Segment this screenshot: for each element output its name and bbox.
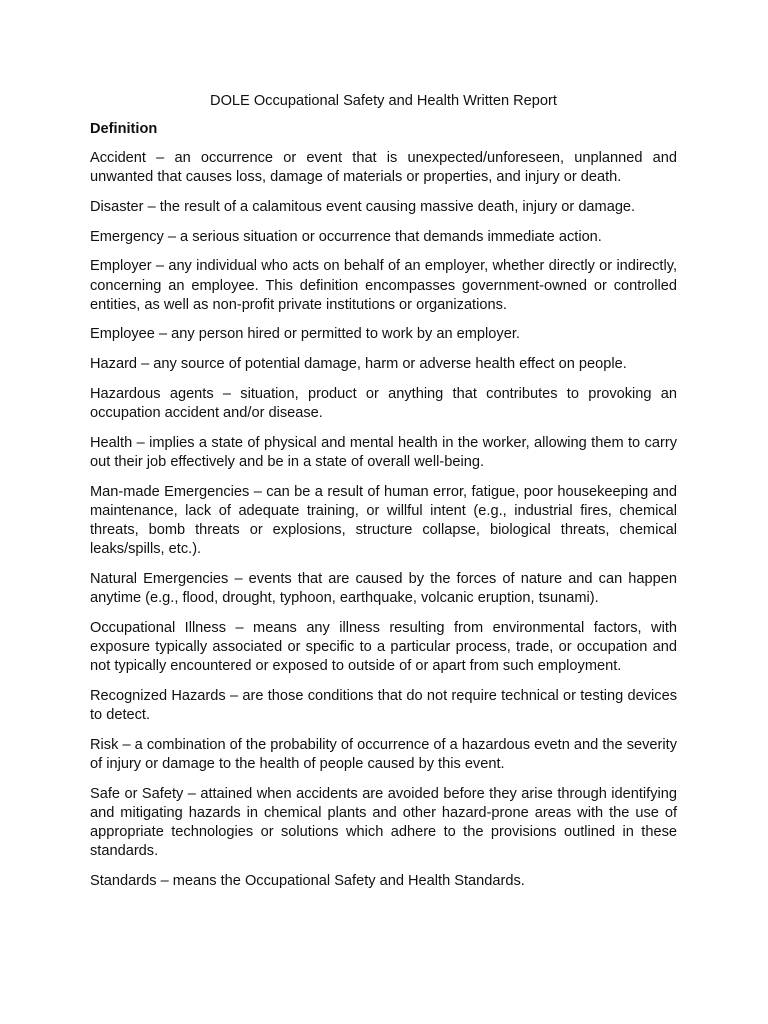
definition-natural-emergencies: Natural Emergencies – events that are caused by the forces of nature and can happen anytime (e.g., flood, drought, typhoon, earthquake, volcanic eruption, tsunami). [90, 570, 677, 607]
definition-recognized-hazards: Recognized Hazards – are those conditions that do not require technical or testing devices to detect. [90, 687, 677, 724]
definition-accident: Accident – an occurrence or event that is unexpected/unforeseen, unplanned and unwanted that causes loss, damage of materials or properties, and injury or death. [90, 150, 677, 186]
definition-disaster: Disaster – the result of a calamitous event causing massive death, injury or damage. [90, 198, 636, 215]
definition-hazardous-agents: Hazardous agents – situation, product or anything that contributes to provoking an occupation accident and/or disease. [90, 385, 677, 422]
definition-employer: Employer – any individual who acts on behalf of an employer, whether directly or indirectly, concerning an employee. This definition encompasses government-owned or controlled entities, as well as non-profit private institutions or organizations. [90, 258, 677, 313]
document-page [90, 92, 677, 902]
definition-occupational-illness: Occupational Illness – means any illness resulting from environmental factors, with exposure typically associated or specific to a particular process, trade, or occupation and not typically encountered or exposed to outside of or apart from such employment. [90, 619, 677, 675]
definition-hazard: Hazard – any source of potential damage, harm or adverse health effect on people. [90, 356, 627, 373]
definition-standards: Standards – means the Occupational Safety and Health Standards. [90, 873, 525, 890]
definition-health: Health – implies a state of physical and mental health in the worker, allowing them to carry out their job effectively and be in a state of overall well-being. [90, 434, 677, 470]
definition-safety: Safe or Safety – attained when accidents are avoided before they arise through identifying and mitigating hazards in chemical plants and other hazard-prone areas with the use of appropriate technologies or solutions which adhere to the provisions outlined in these standards. [90, 785, 677, 860]
section-heading: Definition [90, 121, 158, 137]
definition-employee: Employee – any person hired or permitted to work by an employer. [90, 326, 520, 343]
definition-emergency: Emergency – a serious situation or occurrence that demands immediate action. [90, 228, 602, 245]
definition-man-made-emergencies: Man-made Emergencies – can be a result of human error, fatigue, poor housekeeping and maintenance, lack of adequate training, or willful intent (e.g., industrial fires, chemical threats, bomb threats or explosions, structure collapse, biological threats, chemical leaks/spills, etc.). [90, 483, 677, 558]
definition-risk: Risk – a combination of the probability of occurrence of a hazardous evetn and the severity of injury or damage to the health of people caused by this event. [90, 736, 677, 773]
document-title: DOLE Occupational Safety and Health Written Report [210, 93, 557, 109]
